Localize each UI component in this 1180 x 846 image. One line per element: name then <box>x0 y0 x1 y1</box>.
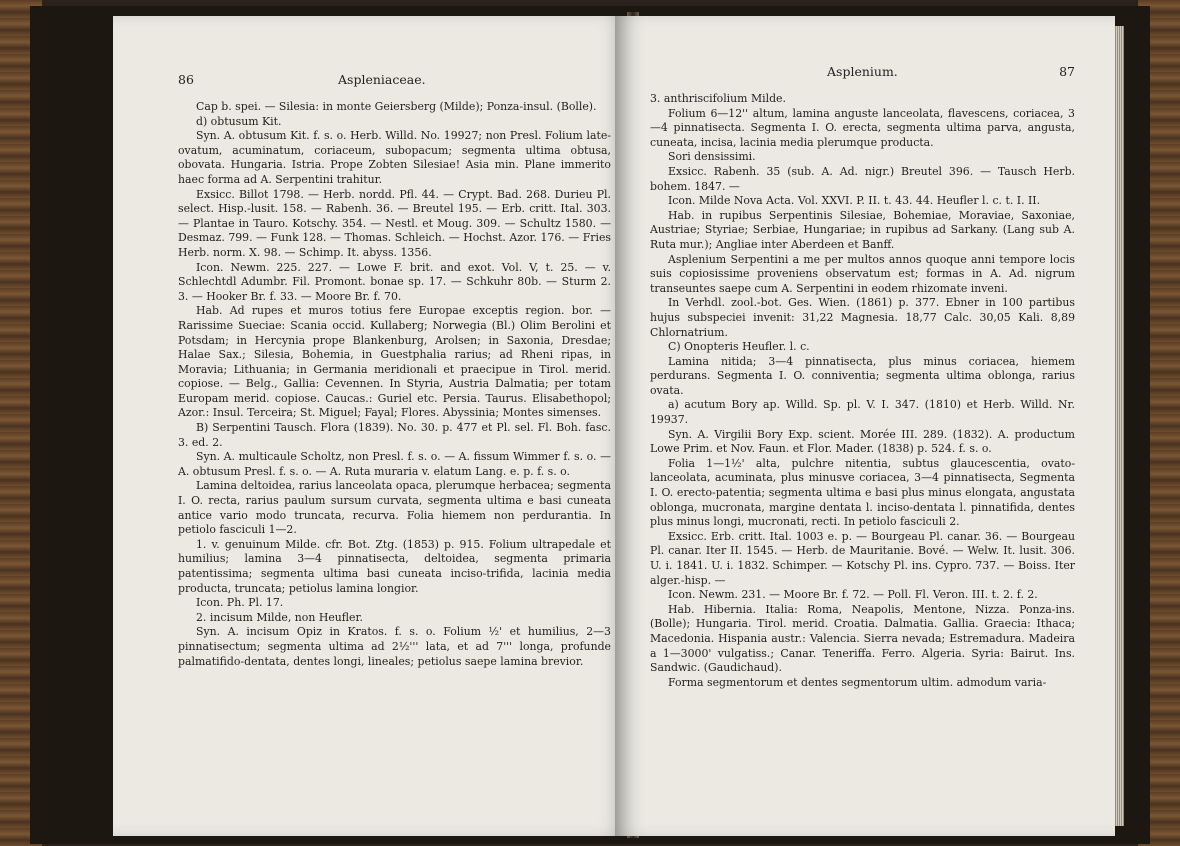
paragraph: Icon. Milde Nova Acta. Vol. XXVI. P. II. t. 43. 44. Heufler l. c. t. I. II. <box>668 194 1041 208</box>
paragraph: Syn. A. obtusum Kit. f. s. o. Herb. Willd. No. 19927; non Presl. Folium late-ovatum, acuminatum, coriaceum, subopacum; segmenta ultima obtusa, obovata. Hungaria. Istria. Prope Zobten Silesiae! Asia min. Plane immerito haec forma ad A. Serpentini trahitur. <box>178 129 611 186</box>
paragraph: C) Onopteris Heufler. l. c. <box>668 340 810 354</box>
paragraph: Icon. Ph. Pl. 17. <box>196 596 284 610</box>
paragraph: Syn. A. multicaule Scholtz, non Presl. f. s. o. — A. fissum Wimmer f. s. o. — A. obtusum Presl. f. s. o. — A. Ruta muraria v. elatum Lang. e. p. f. s. o. <box>178 450 611 478</box>
paragraph: Exsicc. Billot 1798. — Herb. nordd. Pfl. 44. — Crypt. Bad. 268. Durieu Pl. select. Hisp.-lusit. 158. — Rabenh. 36. — Breutel 195. — Erb. critt. Ital. 303. — Plantae in Tauro. Kotschy. 354. — Nestl. et Moug. 309. — Schultz 1580. — Desmaz. 799. — Funk 128. — Thomas. Schleich. — Hochst. Azor. 176. — Fries Herb. norm. X. 98. — Schimp. It. abyss. 1356. <box>178 187 611 259</box>
paragraph: 3. anthriscifolium Milde. <box>650 92 786 105</box>
page-number: 87 <box>1059 64 1075 79</box>
paragraph: Hab. Ad rupes et muros totius fere Europae exceptis region. bor. — Rarissime Sueciae: Scania occid. Kullaberg; Norwegia (Bl.) Olim Berolini et Potsdam; in Hercynia prope Blankenburg, Arolsen; in Saxonia, Dresdae; Halae Sax.; Silesia, Bohemia, in Guestphalia rarius; ad Rheni ripas, in Moravia; Lithuania; in Germania meridionali et praecipue in Tirol. merid. copiose. — Belg., Gallia: Cevennen. In Styria, Austria Dalmatia; per totam Europam merid. copiose. Caucas.: Guriel etc. Persia. Taurus. Elisabethopol; Azor.: Insul. Terceira; St. Miguel; Fayal; Flores. Abyssinia; Montes simenses. <box>178 304 611 420</box>
paragraph: Forma segmentorum et dentes segmentorum ultim. admodum varia- <box>668 675 1047 689</box>
paragraph: Sori densissimi. <box>668 150 756 164</box>
paragraph: Folium 6—12'' altum, lamina anguste lanceolata, flavescens, coriacea, 3—4 pinnatisecta. Segmenta I. O. erecta, segmenta ultima parva, angusta, cuneata, incisa, lacinia media plerumque producta. <box>650 106 1075 149</box>
left-page <box>113 16 631 836</box>
paragraph: 2. incisum Milde, non Heufler. <box>196 610 363 624</box>
paragraph: Asplenium Serpentini a me per multos annos quoque anni tempore locis suis copiosissime proveniens observatum est; formas in A. Ad. nigrum transeuntes saepe cum A. Serpentini in eodem rhizomate inveni. <box>650 252 1075 295</box>
left-page-text <box>178 100 611 669</box>
right-page-header <box>650 64 1075 82</box>
paragraph: Folia 1—1½' alta, pulchre nitentia, subtus glaucescentia, ovato-lanceolata, acuminata, plus minusve coriacea, 3—4 pinnatisecta, Segmenta I. O. erecto-patentia; segmenta ultima e basi plus minus elongata, angustata oblonga, mucronata, margine dentata l. inciso-dentata l. pinnatifida, dentes plus minus longi, mucronati, recti. In petiolo fasciculi 2. <box>650 456 1075 529</box>
page-edge <box>1114 26 1124 826</box>
paragraph: d) obtusum Kit. <box>196 114 282 128</box>
paragraph: Icon. Newm. 231. — Moore Br. f. 72. — Poll. Fl. Veron. III. t. 2. f. 2. <box>668 588 1038 602</box>
left-page-header <box>178 72 611 90</box>
paragraph: Hab. in rupibus Serpentinis Silesiae, Bohemiae, Moraviae, Saxoniae, Austriae; Styriae; Serbiae, Hungariae; in rupibus ad Sarkany. (Lang sub A. Ruta mur.); Angliae inter Aberdeen et Banff. <box>650 208 1075 251</box>
paragraph: Syn. A. Virgilii Bory Exp. scient. Morée III. 289. (1832). A. productum Lowe Prim. et Nov. Faun. et Flor. Mader. (1838) p. 524. f. s. o. <box>650 427 1075 456</box>
paragraph: Exsicc. Erb. critt. Ital. 1003 e. p. — Bourgeau Pl. canar. 36. — Bourgeau Pl. canar. Iter II. 1545. — Herb. de Mauritanie. Bové. — Welw. It. lusit. 306. U. i. 1841. U. i. 1832. Schimper. — Kotschy Pl. ins. Cypro. 737. — Boiss. Iter alger.-hisp. — <box>650 529 1075 587</box>
open-book <box>30 6 1150 844</box>
right-page <box>615 16 1115 836</box>
paragraph: Lamina deltoidea, rarius lanceolata opaca, plerumque herbacea; segmenta I. O. recta, rarius paulum sursum curvata, segmenta ultima e basi cuneata antice vario modo truncata, recurva. Folia hiemem non perdurantia. In petiolo fasciculi 1—2. <box>178 479 611 537</box>
right-page-text <box>650 92 1075 690</box>
paragraph: a) acutum Bory ap. Willd. Sp. pl. V. I. 347. (1810) et Herb. Willd. Nr. 19937. <box>650 398 1075 427</box>
paragraph: Lamina nitida; 3—4 pinnatisecta, plus minus coriacea, hiemem perdurans. Segmenta I. O. conniventia; segmenta ultima oblonga, rarius ovata. <box>650 354 1075 397</box>
paragraph: Icon. Newm. 225. 227. — Lowe F. brit. and exot. Vol. V, t. 25. — v. Schlechtdl Adumbr. Fil. Promont. bonae sp. 17. — Schkuhr 80b. — Sturm 2. 3. — Hooker Br. f. 33. — Moore Br. f. 70. <box>178 260 611 303</box>
running-title: Aspleniaceae. <box>338 72 426 87</box>
paragraph: Syn. A. incisum Opiz in Kratos. f. s. o. Folium ½' et humilius, 2—3 pinnatisectum; segmenta ultima ad 2½''' lata, et ad 7''' longa, profunde palmatifido-dentata, dentes longi, lineales; petiolus saepe lamina brevior. <box>178 625 611 668</box>
running-title: Asplenium. <box>827 64 898 79</box>
paragraph: Exsicc. Rabenh. 35 (sub. A. Ad. nigr.) Breutel 396. — Tausch Herb. bohem. 1847. — <box>650 164 1075 193</box>
paragraph: In Verhdl. zool.-bot. Ges. Wien. (1861) p. 377. Ebner in 100 partibus hujus subspeciei invenit: 31,22 Magnesia. 18,77 Calc. 30,05 Kali. 8,89 Chlornatrium. <box>650 296 1075 339</box>
paragraph: Hab. Hibernia. Italia: Roma, Neapolis, Mentone, Nizza. Ponza-ins. (Bolle); Hungaria. Tirol. merid. Croatia. Dalmatia. Gallia. Graecia: Ithaca; Macedonia. Hispania austr.: Valencia. Sierra nevada; Estremadura. Madeira a 1—3000' vulgatiss.; Canar. Teneriffa. Ferro. Algeria. Syria: Bairut. Ins. Sandwic. (Gaudichaud). <box>650 602 1075 675</box>
paragraph: Cap b. spei. — Silesia: in monte Geiersberg (Milde); Ponza-insul. (Bolle). <box>196 100 597 113</box>
paragraph: B) Serpentini Tausch. Flora (1839). No. 30. p. 477 et Pl. sel. Fl. Boh. fasc. 3. ed. 2. <box>178 421 611 449</box>
paragraph: 1. v. genuinum Milde. cfr. Bot. Ztg. (1853) p. 915. Folium ultrapedale et humilius; lamina 3—4 pinnatisecta, deltoidea, segmenta primaria patentissima; segmenta ultima basi cuneata inciso-trifida, lacinia media producta, truncata; petiolus lamina longior. <box>178 537 611 595</box>
page-number: 86 <box>178 72 194 87</box>
